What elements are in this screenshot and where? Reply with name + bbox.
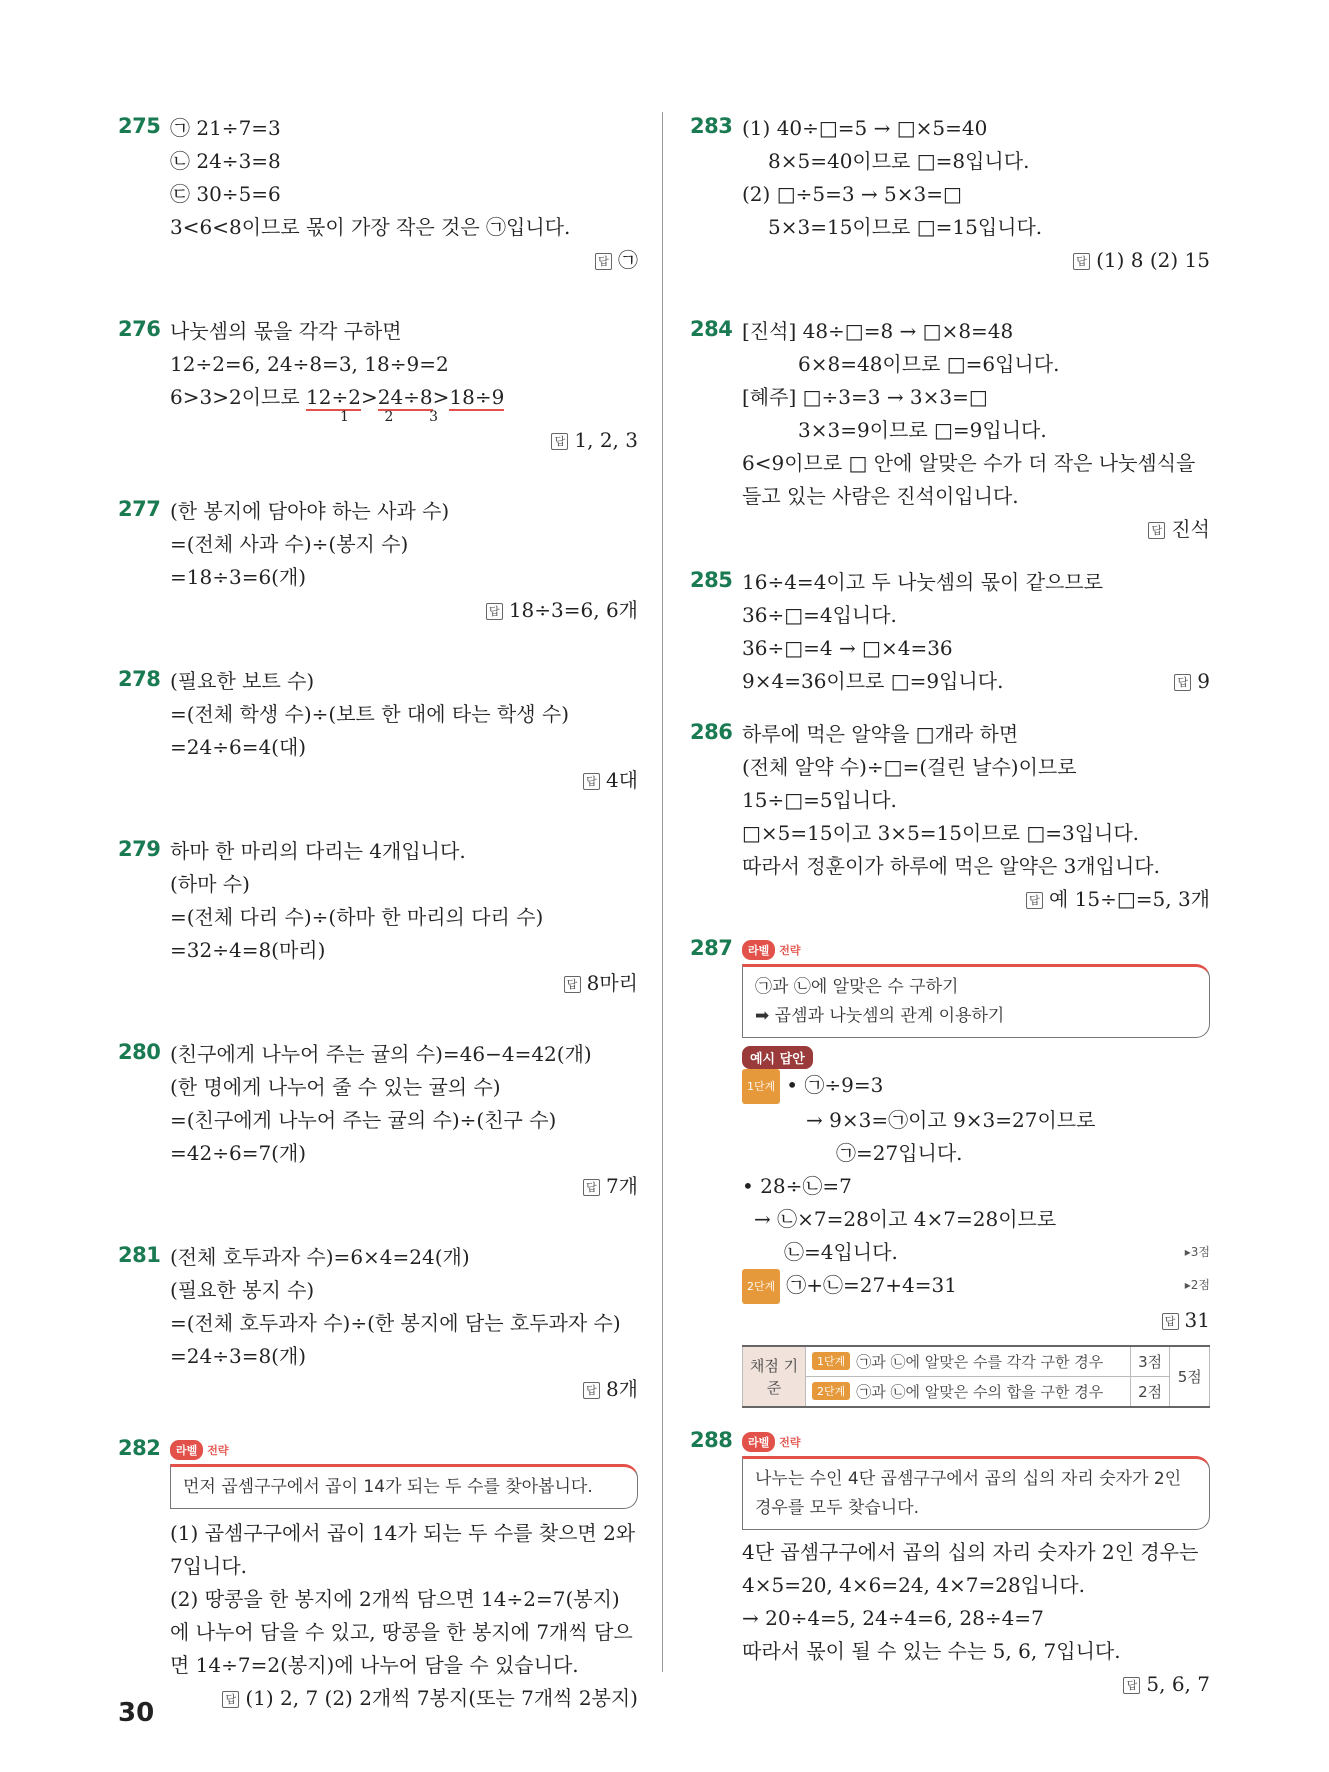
label-badge: 라벨 [742, 940, 775, 960]
solution-line: (전체 호두과자 수)=6×4=24(개) [170, 1245, 470, 1269]
problem-number: 284 [690, 317, 733, 341]
problem-279 [118, 835, 638, 1000]
problem-number: 280 [118, 1040, 161, 1064]
strategy-box: 먼저 곱셈구구에서 곱이 14가 되는 두 수를 찾아봅니다. [170, 1464, 638, 1509]
underlined-expr: 24÷8 [377, 385, 433, 409]
answer [742, 1304, 1210, 1337]
solution-line: 12÷2=6, 24÷8=3, 18÷9=2 [170, 352, 449, 376]
rank: 1 [340, 409, 349, 425]
solution-line: (친구에게 나누어 주는 귤의 수)=46−4=42(개) [170, 1042, 592, 1066]
problem-287 [690, 934, 1210, 1408]
answer [170, 424, 638, 457]
strategy-badge: 전략 [779, 1436, 801, 1449]
answer [170, 594, 638, 627]
answer [170, 244, 638, 277]
problem-number: 283 [690, 114, 733, 138]
solution-line: 6×8=48이므로 □=6입니다. [798, 352, 1060, 376]
solution-line: ㉠=27입니다. [836, 1141, 963, 1165]
solution-line: 4단 곱셈구구에서 곱의 십의 자리 숫자가 2인 경우는 4×5=20, 4×6=24, 4×7=28입니다. [742, 1540, 1199, 1597]
problem-276 [118, 315, 638, 457]
problem-284 [690, 315, 1210, 546]
text: ㉠과 ㉡에 알맞은 수를 각각 구한 경우 [856, 1353, 1104, 1371]
answer [170, 1682, 638, 1715]
strategy-line: ➡ 곱셈과 나눗셈의 관계 이용하기 [755, 1006, 1005, 1026]
answer-icon: 답 [222, 1691, 239, 1708]
answer-icon: 답 [1073, 253, 1090, 270]
rank: 2 [384, 409, 394, 425]
solution-line: =(전체 다리 수)÷(하마 한 마리의 다리 수) [170, 905, 544, 929]
answer-icon: 답 [564, 976, 581, 993]
solution-line: ㉡ 24÷3=8 [170, 149, 281, 173]
answer-text: 31 [1184, 1308, 1210, 1332]
step-badge: 2단계 [742, 1269, 780, 1304]
answer [742, 883, 1210, 916]
scoring-table [742, 1345, 1210, 1408]
answer-text: 9 [1197, 669, 1210, 693]
solution-line: ㉢ 30÷5=6 [170, 182, 281, 206]
underlined-expr: 12÷2 [306, 385, 361, 409]
solution-line: (전체 알약 수)÷□=(걸린 날수)이므로 [742, 755, 1077, 779]
problem-number: 276 [118, 317, 161, 341]
strategy-box: 나누는 수인 4단 곱셈구구에서 곱의 십의 자리 숫자가 2인 경우를 모두 찾습니다. [742, 1456, 1210, 1530]
solution-line: → 9×3=㉠이고 9×3=27이므로 [806, 1108, 1096, 1132]
solution-line: =(친구에게 나누어 주는 귤의 수)÷(친구 수) [170, 1108, 557, 1132]
answer-text: 진석 [1171, 517, 1210, 541]
answer-icon: 답 [583, 773, 600, 790]
answer [170, 1170, 638, 1203]
answer-icon: 답 [1123, 1677, 1140, 1694]
text: ㉠+㉡=27+4=31 [786, 1273, 957, 1297]
problem-number: 281 [118, 1243, 161, 1267]
solution-line: ㉠ 21÷7=3 [170, 116, 281, 140]
points: ▸3점 [1184, 1245, 1210, 1259]
solution-line: (필요한 보트 수) [170, 669, 315, 693]
strategy-badge: 전략 [207, 1444, 229, 1457]
solution-line: =24÷3=8(개) [170, 1344, 307, 1368]
answer-text: (1) 2, 7 (2) 2개씩 7봉지(또는 7개씩 2봉지) [245, 1686, 638, 1710]
solution-line: =(전체 사과 수)÷(봉지 수) [170, 532, 409, 556]
scoring-total: 5점 [1170, 1346, 1210, 1407]
solution-line: =24÷6=4(대) [170, 735, 307, 759]
solution-line: =(전체 학생 수)÷(보트 한 대에 타는 학생 수) [170, 702, 570, 726]
solution-line: □×5=15이고 3×5=15이므로 □=3입니다. [742, 821, 1140, 845]
step-badge: 2단계 [812, 1382, 850, 1400]
solution-line [742, 1069, 1210, 1104]
solution-line: 36÷□=4 → □×4=36 [742, 636, 953, 660]
problem-number: 279 [118, 837, 161, 861]
text: • ㉠÷9=3 [786, 1073, 884, 1097]
text: > [360, 385, 378, 409]
problem-281 [118, 1241, 638, 1406]
underlined-expr: 18÷9 [449, 385, 505, 409]
problem-number: 286 [690, 720, 733, 744]
answer-icon: 답 [1174, 674, 1191, 691]
problem-number: 288 [690, 1428, 733, 1452]
solution-line: (1) 40÷□=5 → □×5=40 [742, 116, 988, 140]
example-answer-badge: 예시 답안 [742, 1046, 813, 1069]
solution-line: → ㉡×7=28이고 4×7=28이므로 [754, 1207, 1057, 1231]
solution-line: (2) □÷5=3 → 5×3=□ [742, 182, 962, 206]
right-column [690, 112, 1210, 1701]
scoring-criterion [806, 1377, 1131, 1408]
problem-280 [118, 1038, 638, 1203]
answer-text: 8마리 [586, 971, 638, 995]
problem-number: 287 [690, 936, 733, 960]
solution-line [742, 665, 1210, 698]
answer-text: (1) 8 (2) 15 [1096, 248, 1210, 272]
text: ㉡=4입니다. [784, 1240, 898, 1264]
answer-icon: 답 [486, 603, 503, 620]
problem-number: 285 [690, 568, 733, 592]
answer [170, 967, 638, 1000]
solution-line: 하마 한 마리의 다리는 4개입니다. [170, 839, 466, 863]
strategy-box [742, 964, 1210, 1038]
solution-line: [진석] 48÷□=8 → □×8=48 [742, 319, 1014, 343]
strategy-line: ㉠과 ㉡에 알맞은 수 구하기 [755, 977, 959, 997]
left-column [118, 112, 638, 1715]
solution-line: =(전체 호두과자 수)÷(한 봉지에 담는 호두과자 수) [170, 1311, 621, 1335]
answer-icon: 답 [583, 1179, 600, 1196]
label-badge: 라벨 [742, 1432, 775, 1452]
solution-line [742, 1236, 1210, 1269]
solution-line: → 20÷4=5, 24÷4=6, 28÷4=7 [742, 1606, 1044, 1630]
problem-number: 275 [118, 114, 161, 138]
points: ▸2점 [1184, 1278, 1210, 1292]
answer-text: ㉠ [618, 248, 638, 272]
text: 9×4=36이므로 □=9입니다. [742, 669, 1004, 693]
solution-line: • 28÷㉡=7 [742, 1174, 852, 1198]
answer-text: 5, 6, 7 [1146, 1672, 1210, 1696]
solution-line: =42÷6=7(개) [170, 1141, 307, 1165]
answer [742, 1668, 1210, 1701]
answer-icon: 답 [595, 253, 612, 270]
text: 6>3>2이므로 [170, 385, 307, 409]
solution-line: 36÷□=4입니다. [742, 603, 897, 627]
text: > [432, 385, 450, 409]
answer-text: 18÷3=6, 6개 [508, 598, 638, 622]
solution-line [742, 1269, 1210, 1304]
solution-line: 나눗셈의 몫을 각각 구하면 [170, 319, 402, 343]
strategy-badge: 전략 [779, 944, 801, 957]
solution-line: [혜주] □÷3=3 → 3×3=□ [742, 385, 988, 409]
scoring-points: 2점 [1130, 1377, 1170, 1408]
solution-line: 3<6<8이므로 몫이 가장 작은 것은 ㉠입니다. [170, 215, 571, 239]
problem-number: 278 [118, 667, 161, 691]
solution-line: (1) 곱셈구구에서 곱이 14가 되는 두 수를 찾으면 2와 7입니다. [170, 1521, 636, 1578]
scoring-criterion [806, 1346, 1131, 1377]
solution-line: 하루에 먹은 알약을 □개라 하면 [742, 722, 1019, 746]
solution-line: 따라서 몫이 될 수 있는 수는 5, 6, 7입니다. [742, 1639, 1121, 1663]
answer-text: 8개 [605, 1377, 638, 1401]
answer-text: 예 15÷□=5, 3개 [1048, 887, 1210, 911]
answer [742, 244, 1210, 277]
solution-line: (2) 땅콩을 한 봉지에 2개씩 담으면 14÷2=7(봉지)에 나누어 담을 수 있고, 땅콩을 한 봉지에 7개씩 담으면 14÷7=2(봉지)에 나누어 담을 수 있습니다. [170, 1587, 633, 1677]
solution-line: (한 봉지에 담아야 하는 사과 수) [170, 499, 450, 523]
answer-icon: 답 [1026, 892, 1043, 909]
step-badge: 1단계 [742, 1069, 780, 1104]
solution-line: =32÷4=8(마리) [170, 938, 326, 962]
answer-text: 7개 [605, 1174, 638, 1198]
solution-line: (필요한 봉지 수) [170, 1278, 315, 1302]
problem-number: 277 [118, 497, 161, 521]
solution-line: 5×3=15이므로 □=15입니다. [768, 215, 1043, 239]
answer [742, 513, 1210, 546]
label-badge: 라벨 [170, 1440, 203, 1460]
problem-277 [118, 495, 638, 627]
scoring-header: 채점 기준 [743, 1346, 806, 1407]
solution-line: 8×5=40이므로 □=8입니다. [768, 149, 1030, 173]
problem-286 [690, 718, 1210, 916]
answer-icon: 답 [1162, 1313, 1179, 1330]
text: ㉠과 ㉡에 알맞은 수의 합을 구한 경우 [856, 1383, 1104, 1401]
answer [170, 764, 638, 797]
answer [170, 1373, 638, 1406]
problem-278 [118, 665, 638, 797]
solution-line: 따라서 정훈이가 하루에 먹은 알약은 3개입니다. [742, 854, 1160, 878]
scoring-points: 3점 [1130, 1346, 1170, 1377]
problem-number: 282 [118, 1436, 161, 1460]
solution-line: 3×3=9이므로 □=9입니다. [798, 418, 1047, 442]
page-number: 30 [118, 1698, 155, 1728]
problem-285 [690, 566, 1210, 698]
problem-275 [118, 112, 638, 277]
solution-line: 15÷□=5입니다. [742, 788, 897, 812]
solution-line: (한 명에게 나누어 줄 수 있는 귤의 수) [170, 1075, 501, 1099]
solution-line: =18÷3=6(개) [170, 565, 307, 589]
answer-text: 1, 2, 3 [574, 428, 638, 452]
answer-icon: 답 [1148, 522, 1165, 539]
answer-text: 4대 [605, 768, 638, 792]
solution-line: (하마 수) [170, 872, 250, 896]
problem-283 [690, 112, 1210, 277]
problem-288 [690, 1426, 1210, 1701]
answer-icon: 답 [583, 1382, 600, 1399]
column-divider [662, 112, 663, 1672]
solution-line: 16÷4=4이고 두 나눗셈의 몫이 같으므로 [742, 570, 1104, 594]
solution-line: 6<9이므로 □ 안에 알맞은 수가 더 작은 나눗셈식을 들고 있는 사람은 진석이입니다. [742, 451, 1196, 508]
problem-282 [118, 1434, 638, 1715]
answer-icon: 답 [551, 433, 568, 450]
step-badge: 1단계 [812, 1352, 850, 1370]
rank: 3 [429, 409, 438, 425]
